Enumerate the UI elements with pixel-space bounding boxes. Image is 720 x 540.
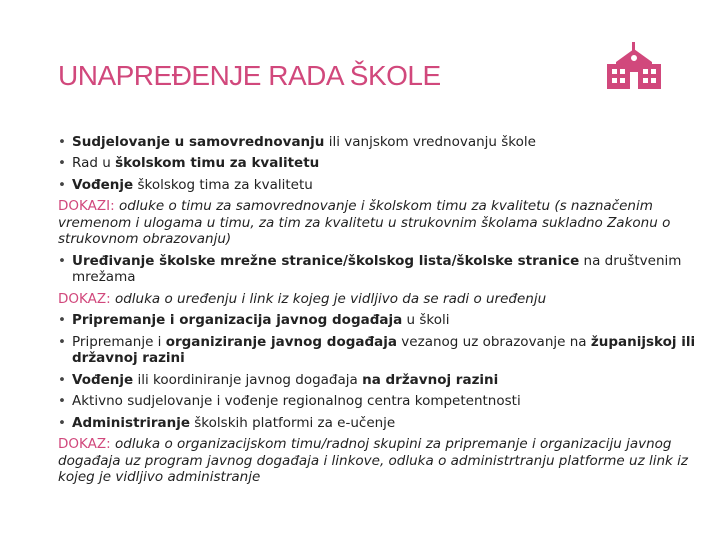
proof-text: odluke o timu za samovrednovanje i školskom timu za kvalitetu (s naznačenim vremenom i ulogama u timu, za tim za kvalitetu u strukovnim školama sukladno Zakonu o strukovnom obrazovanju) bbox=[58, 198, 671, 248]
slide-content bbox=[58, 134, 698, 490]
proof-label: DOKAZ: bbox=[58, 436, 111, 453]
item-text: ili koordiniranje javnog događaja bbox=[133, 371, 363, 388]
item-text: u školi bbox=[402, 312, 450, 329]
item-text: na društvenim mrežama bbox=[72, 252, 682, 286]
list-item bbox=[58, 134, 698, 150]
item-text: Aktivno sudjelovanje i vođenje regionalnog centra kompetentnosti bbox=[72, 393, 521, 410]
list-item bbox=[58, 372, 698, 388]
list-item bbox=[58, 253, 698, 286]
item-bold: županijskoj ili državnoj razini bbox=[72, 333, 696, 367]
item-bold: na državnoj razini bbox=[362, 371, 499, 388]
item-bold: organiziranje javnog događaja bbox=[165, 333, 398, 350]
item-text: Pripremanje i bbox=[72, 333, 166, 350]
item-bold: Uređivanje školske mrežne stranice/školskog lista/školske stranice bbox=[72, 252, 580, 269]
proof-label: DOKAZ: bbox=[58, 290, 111, 307]
proof-label: DOKAZI: bbox=[58, 198, 115, 215]
proof-text: odluka o uređenju i link iz kojeg je vidljivo da se radi o uređenju bbox=[110, 290, 547, 307]
list-item bbox=[58, 393, 698, 409]
proof-text: odluka o organizacijskom timu/radnoj skupini za pripremanje i organizaciju javnog događaja uz program javnog događaja i linkove, odluka o administrtranju platforme uz link iz kojeg je vidljivo administranje bbox=[58, 436, 688, 485]
item-text: školskog tima za kvalitetu bbox=[133, 176, 313, 193]
list-item bbox=[58, 415, 698, 431]
item-bold: Vođenje bbox=[72, 176, 134, 193]
proof-block bbox=[58, 198, 698, 247]
proof-block bbox=[58, 436, 698, 485]
item-text: ili vanjskom vrednovanju škole bbox=[324, 134, 536, 150]
school-building-icon bbox=[606, 40, 662, 90]
list-item bbox=[58, 155, 698, 171]
item-bold: školskom timu za kvalitetu bbox=[115, 155, 320, 172]
list-item bbox=[58, 334, 698, 367]
list-item bbox=[58, 312, 698, 328]
item-bold: Pripremanje i organizacija javnog događaja bbox=[72, 312, 403, 329]
list-item bbox=[58, 177, 698, 193]
item-text: vezanog uz obrazovanje na bbox=[397, 333, 591, 350]
page-title: UNAPREĐENJE RADA ŠKOLE bbox=[58, 60, 441, 91]
item-text: Rad u bbox=[72, 155, 116, 172]
item-bold: Sudjelovanje u samovrednovanju bbox=[72, 134, 325, 150]
item-bold: Administriranje bbox=[72, 414, 190, 431]
item-bold: Vođenje bbox=[72, 371, 134, 388]
item-text: školskih platformi za e-učenje bbox=[189, 414, 396, 431]
proof-block bbox=[58, 291, 698, 307]
